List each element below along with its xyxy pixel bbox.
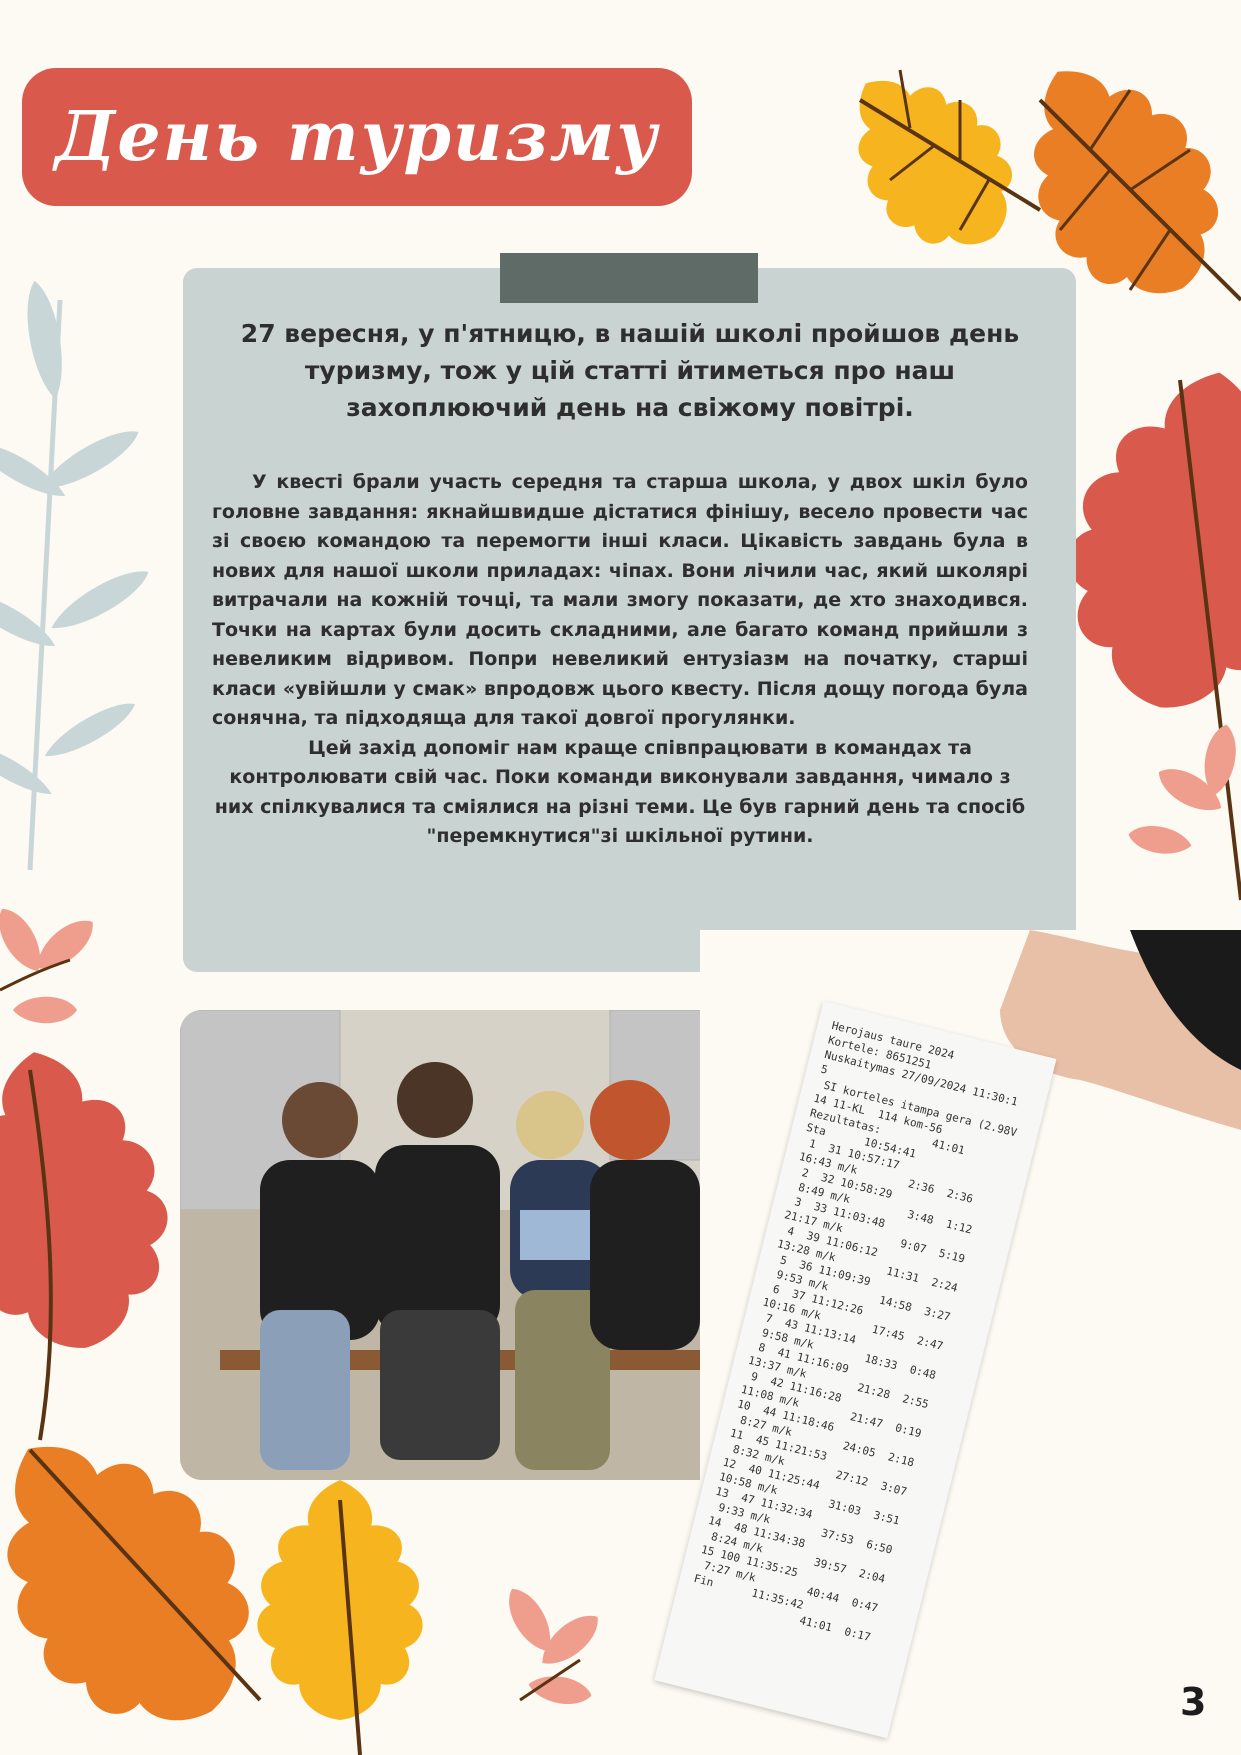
leaf-pink-right-icon bbox=[1126, 722, 1241, 859]
receipt-photo bbox=[688, 930, 1241, 1755]
article-paragraph-2: Цей захід допоміг нам краще співпрацювати в командах та контролювати свій час. Поки команди виконували завдання, чимало з них спілкувалися та сміялися на різні теми. Це був гарний день та спосіб "перемкнутися"зі шкільної рутини. bbox=[214, 736, 1026, 847]
leaf-red-left-icon bbox=[0, 1034, 188, 1440]
page-title: День туризму bbox=[54, 97, 660, 177]
leaf-yellow-top-icon bbox=[813, 39, 1047, 281]
title-banner bbox=[22, 68, 692, 206]
article-paragraph-1: У квесті брали участь середня та старша школа, у двох шкіл було головне завдання: якнайшвидше дістатися фінішу, весело провести час зі своєю командою та перемогти інші класи. Цікавість завдань була в нових для нашої школи приладах: чіпах. Вони лічили час, який школярі витрачали на кожній точці, та мали змогу показати, де хто знаходився. Точки на картах були досить складними, але багато команд прийшли з невеликим відривом. Попри невеликий ентузіазм на початку, старші класи «увійшли у смак» впродовж цього квесту. Після дощу погода була сонячна, та підходяща для такої довгої прогулянки. bbox=[212, 471, 1028, 729]
article-lead: 27 вересня, у п'ятницю, в нашій школі пройшов день туризму, тож у цій статті йтиметься про наш захоплюючий день на свіжому повітрі. bbox=[240, 319, 1020, 422]
article-body bbox=[212, 468, 1028, 852]
tape-strip bbox=[500, 253, 758, 303]
leaf-pink-left-icon bbox=[0, 901, 102, 1023]
leaf-pink-bottom-icon bbox=[499, 1581, 607, 1708]
page-number: 3 bbox=[1180, 1680, 1207, 1724]
leaf-yellow-bottom-icon bbox=[257, 1480, 422, 1755]
leaf-blue-left-icon bbox=[0, 278, 155, 870]
receipt-text: Herojaus taure 2024 Kortele: 8651251 Nuskaitymas 27/09/2024 11:30:1 5 SI korteles itampa gera (2.98V 14 11-KL 114 kom-56 Rezultatas: 41:01 Sta 10:54:41 1 31 10:57:17 16:43 m/k 2:36 2:36 2 32 10:58:29 8:49 m/k 3:48 1:12 3 33 11:03:48 21:17 m/k 9:07 5:19 4 39 11:06:12 13:28 m/k 11:31 2:24 5 36 11:09:39 9:53 m/k 14:58 3:27 6 37 11:12:26 10:16 m/k 17:45 2:47 7 43 11:13:14 9:58 m/k 18:33 0:48 8 41 11:16:09 13:37 m/k 21:28 2:55 9 42 11:16:28 11:08 m/k 21:47 0:19 10 44 11:18:46 8:27 m/k 24:05 2:18 11 45 11:21:53 8:32 m/k 27:12 3:07 12 40 11:25:44 10:58 m/k 31:03 3:51 13 47 11:32:34 9:33 m/k 37:53 6:50 14 48 11:34:38 8:24 m/k 39:57 2:04 15 100 11:35:25 7:27 m/k 40:44 0:47 Fin 11:35:42 41:01 0:17 bbox=[688, 1018, 1020, 1645]
